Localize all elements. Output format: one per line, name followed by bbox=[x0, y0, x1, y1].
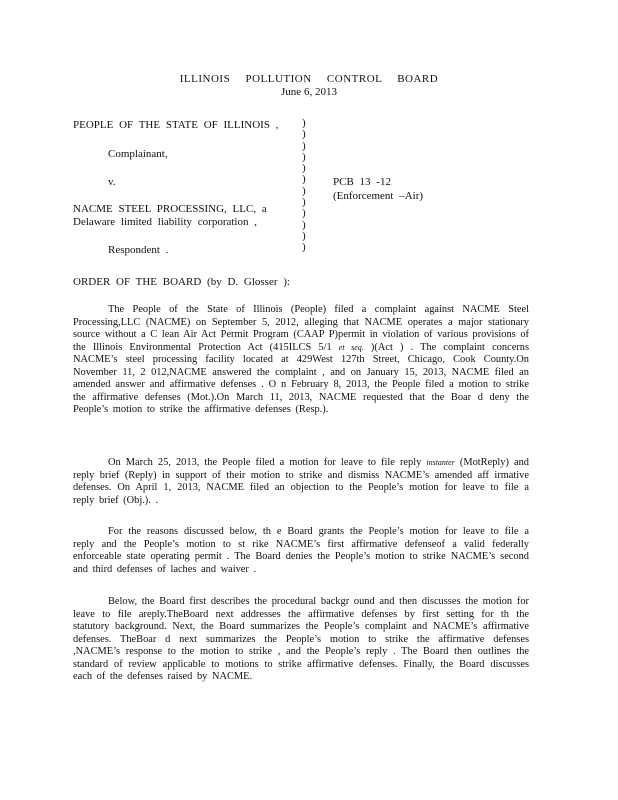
paragraph-text: )(Act ) . The complaint concerns NACME’s steel processing facility located at 429West 127th Street, Chicago, Cook County.On November 11, 2 012,NACME answered the complaint , and on January 15, 2013, NACME filed an amended answer and affirmative defenses . O n February 8, 2013, the People filed a motion to strike the affirmative defenses (Mot.).On March 11, 2013, NACME requested that the Boar d deny the People’s motion to strike the affirmative defenses (Resp.). bbox=[73, 341, 529, 415]
board-title: ILLINOIS POLLUTION CONTROL BOARD bbox=[179, 73, 439, 85]
paren: ) bbox=[302, 229, 306, 242]
paragraph-text: On March 25, 2013, the People filed a motion for leave to file reply bbox=[108, 457, 427, 468]
defendant-name-line2: Delaware limited liability corporation , bbox=[73, 216, 257, 228]
paren: ) bbox=[302, 150, 306, 163]
paren: ) bbox=[302, 117, 306, 129]
paren: ) bbox=[302, 207, 306, 220]
complainant-label: Complainant, bbox=[108, 148, 168, 160]
paren: ) bbox=[302, 162, 306, 175]
paren: ) bbox=[302, 184, 306, 197]
paren: ) bbox=[302, 196, 306, 209]
paragraph-4: Below, the Board first describes the procedural backgr ound and then discusses the motion for leave to file areply.TheBoard next addresses the affirmative defenses by first setting for th the statutory background. Next, the Board summarizes the People’s complaint and NACME’s affirmative defenses. TheBoar d next summarizes the People’s motion to strike the affirmative defenses ,NACME’s response to the motion to strike , and the People’s reply . The Board then outlines the standard of review applicable to motions to strike affirmative defenses. Finally, the Board discusses each of the defenses raised by NACME. bbox=[73, 596, 529, 682]
order-heading: ORDER OF THE BOARD (by D. Glosser ): bbox=[73, 276, 290, 288]
paragraph-2 bbox=[73, 457, 529, 507]
paren: ) bbox=[302, 139, 306, 152]
paragraph-text: (MotReply) and reply brief (Reply) in support of their motion to strike and dismiss NACME’s amended aff irmative defenses. On April 1, 2013, NACME filed an objection to the People’s motion for leave to file a reply brief (Obj.). . bbox=[73, 457, 529, 506]
paragraph-text: The People of the State of Illinois (People) filed a complaint against NACME Steel Processing,LLC (NACME) on September 5, 2012, alleging that NACME operates a major stationary source without a C lean Air Act Permit Program (CAAP P)permit in violation of various provisions of the Illinois Environmental Protection Act (415ILCS 5/1 bbox=[73, 304, 529, 353]
paragraph-3: For the reasons discussed below, th e Board grants the People’s motion for leave to file a reply and the People’s motion to st rike NACME’s first affirmative defenseof a valid federally enforceable state operating permit . The Board denies the People’s motion to strike NACME’s second and third defenses of laches and waiver . bbox=[73, 526, 529, 575]
paren: ) bbox=[302, 218, 306, 231]
respondent-label: Respondent . bbox=[108, 244, 169, 256]
defendant-name-line1: NACME STEEL PROCESSING, LLC, a bbox=[73, 203, 267, 215]
versus-label: v. bbox=[108, 176, 116, 188]
caption-parentheses bbox=[302, 118, 312, 254]
paren: ) bbox=[302, 173, 306, 186]
case-number: PCB 13 -12 bbox=[333, 176, 391, 188]
paragraph-1 bbox=[73, 304, 529, 417]
plaintiff-name: PEOPLE OF THE STATE OF ILLINOIS , bbox=[73, 119, 279, 131]
italic-citation: et seq. bbox=[338, 342, 364, 352]
case-type: (Enforcement –Air) bbox=[333, 190, 424, 202]
paren: ) bbox=[302, 128, 306, 141]
order-date: June 6, 2013 bbox=[281, 86, 337, 98]
paren: ) bbox=[302, 241, 306, 254]
italic-term: instanter bbox=[426, 458, 455, 467]
